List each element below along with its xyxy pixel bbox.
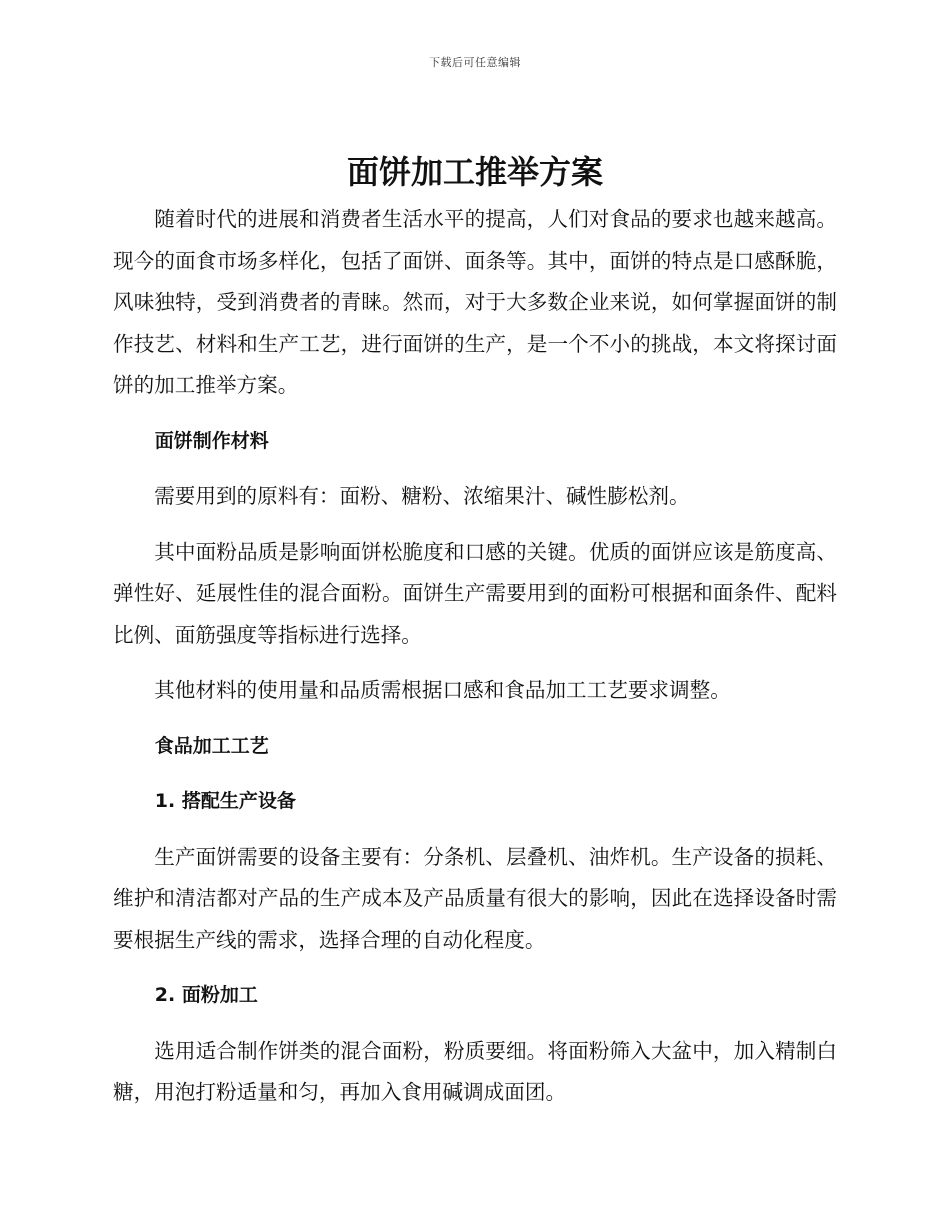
- intro-paragraph: 随着时代的进展和消费者生活水平的提高，人们对食品的要求也越来越高。现今的面食市场多样化，包括了面饼、面条等。其中，面饼的特点是口感酥脆，风味独特，受到消费者的青睐。然而，对于大多数企业来说，如何掌握面饼的制作技艺、材料和生产工艺，进行面饼的生产，是一个不小的挑战，本文将探讨面饼的加工推举方案。: [113, 207, 837, 397]
- document-body: [113, 199, 837, 1128]
- header-note: 下载后可任意编辑: [429, 56, 521, 69]
- materials-paragraph-1: 需要用到的原料有：面粉、糖粉、浓缩果汁、碱性膨松剂。: [154, 484, 690, 508]
- equipment-paragraph: 生产面饼需要的设备主要有：分条机、层叠机、油炸机。生产设备的损耗、维护和清洁都对产品的生产成本及产品质量有很大的影响，因此在选择设备时需要根据生产线的需求，选择合理的自动化程度。: [113, 844, 837, 952]
- subheading-flour-processing: 2. 面粉加工: [154, 984, 258, 1006]
- document-title: 面饼加工推举方案: [346, 153, 603, 191]
- flour-processing-paragraph: 选用适合制作饼类的混合面粉，粉质要细。将面粉筛入大盆中，加入精制白糖，用泡打粉适量和匀，再加入食用碱调成面团。: [113, 1038, 837, 1104]
- materials-paragraph-2: 其中面粉品质是影响面饼松脆度和口感的关键。优质的面饼应该是筋度高、弹性好、延展性佳的混合面粉。面饼生产需要用到的面粉可根据和面条件、配料比例、面筋强度等指标进行选择。: [113, 539, 837, 647]
- section-heading-materials: 面饼制作材料: [154, 429, 269, 452]
- materials-paragraph-3: 其他材料的使用量和品质需根据口感和食品加工工艺要求调整。: [154, 678, 731, 702]
- section-heading-process: 食品加工工艺: [154, 734, 269, 757]
- subheading-equipment: 1. 搭配生产设备: [154, 790, 296, 812]
